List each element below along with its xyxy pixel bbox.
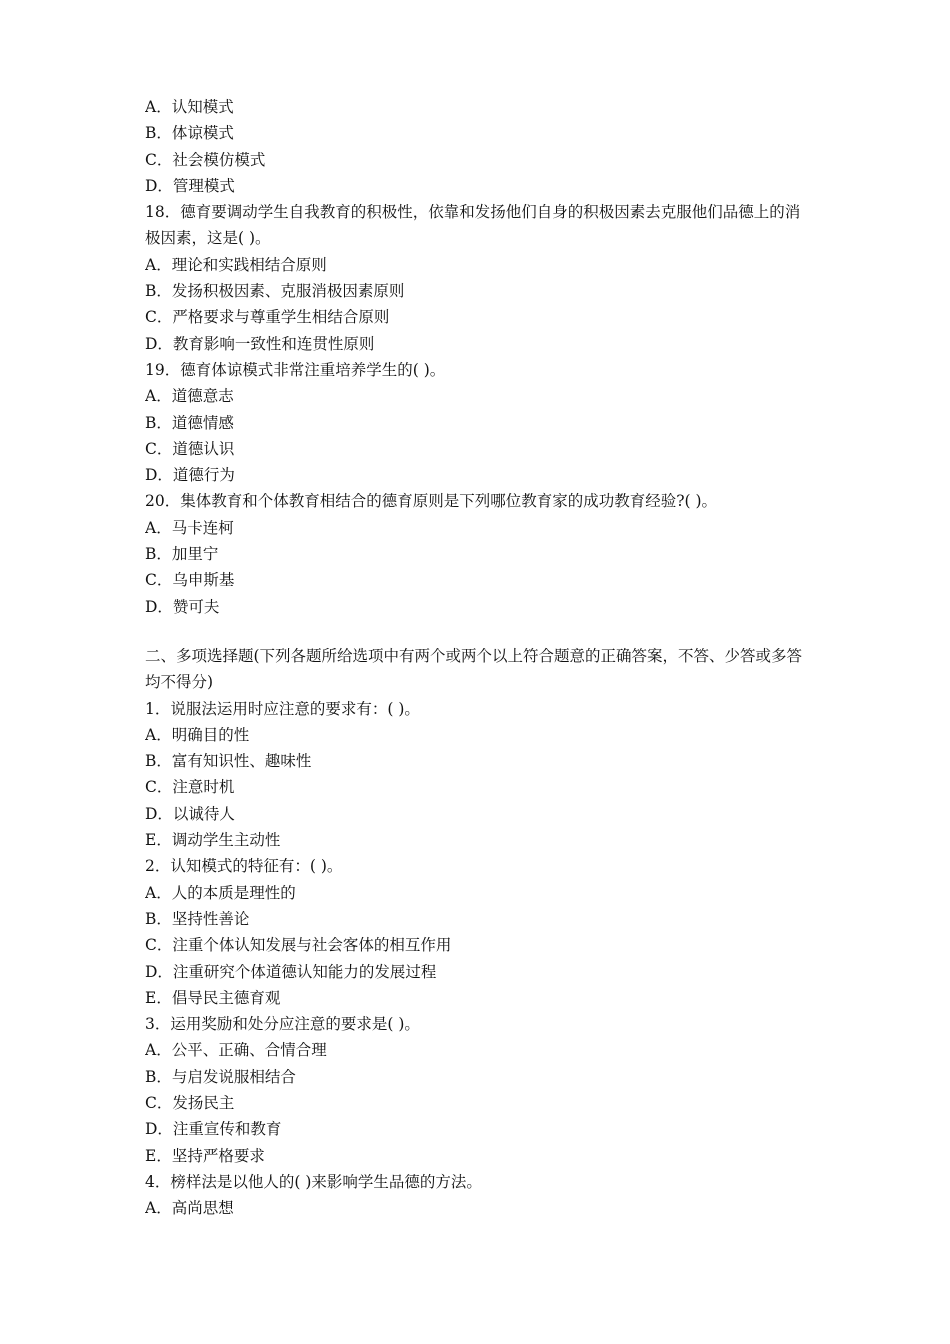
option-b: B．坚持性善论	[145, 909, 250, 928]
option-b: B．体谅模式	[145, 124, 234, 143]
option-c: C．严格要求与尊重学生相结合原则	[145, 308, 390, 327]
option-c: C．乌申斯基	[145, 571, 235, 590]
question-19: 19．德育体谅模式非常注重培养学生的( )。	[145, 360, 446, 379]
option-b: B．加里宁	[145, 545, 219, 564]
option-b: B．发扬积极因素、克服消极因素原则	[145, 282, 405, 301]
option-e: E．倡导民主德育观	[145, 988, 281, 1007]
option-a: A．明确目的性	[145, 725, 250, 744]
option-c: C．注重个体认知发展与社会客体的相互作用	[145, 936, 452, 955]
option-b: B．与启发说服相结合	[145, 1067, 296, 1086]
option-c: C．注意时机	[145, 778, 235, 797]
option-d: D．注重研究个体道德认知能力的发展过程	[145, 962, 437, 981]
option-c: C．道德认识	[145, 439, 235, 458]
question-18: 18．德育要调动学生自我教育的积极性，依靠和发扬他们自身的积极因素去克服他们品德上的消极因素，这是( )。	[145, 203, 801, 248]
option-e: E．调动学生主动性	[145, 831, 281, 850]
document-page	[145, 94, 815, 1221]
option-a: A．理论和实践相结合原则	[145, 255, 327, 274]
question-2: 2．认知模式的特征有：( )。	[145, 857, 343, 876]
question-1: 1．说服法运用时应注意的要求有：( )。	[145, 699, 420, 718]
option-a: A．公平、正确、合情合理	[145, 1041, 327, 1060]
option-d: D．注重宣传和教育	[145, 1120, 282, 1139]
option-e: E．坚持严格要求	[145, 1146, 265, 1165]
option-d: D．道德行为	[145, 466, 235, 485]
section-heading: 二、多项选择题(下列各题所给选项中有两个或两个以上符合题意的正确答案，不答、少答或多答均不得分)	[145, 646, 803, 692]
question-3: 3．运用奖励和处分应注意的要求是( )。	[145, 1015, 420, 1034]
option-a: A．马卡连柯	[145, 518, 234, 537]
option-d: D．赞可夫	[145, 597, 220, 616]
question-20: 20．集体教育和个体教育相结合的德育原则是下列哪位教育家的成功教育经验?( )。	[145, 492, 718, 511]
option-c: C．发扬民主	[145, 1093, 235, 1112]
option-a: A．道德意志	[145, 387, 234, 406]
option-a: A．高尚思想	[145, 1199, 234, 1218]
option-d: D．以诚待人	[145, 804, 235, 823]
question-4: 4．榜样法是以他人的( )来影响学生品德的方法。	[145, 1172, 482, 1191]
option-c: C．社会模仿模式	[145, 150, 266, 169]
option-b: B．道德情感	[145, 413, 234, 432]
option-d: D．教育影响一致性和连贯性原则	[145, 334, 375, 353]
option-a: A．人的本质是理性的	[145, 883, 296, 902]
section-gap	[145, 620, 815, 643]
option-b: B．富有知识性、趣味性	[145, 752, 312, 771]
option-d: D．管理模式	[145, 176, 235, 195]
option-a: A．认知模式	[145, 98, 234, 116]
